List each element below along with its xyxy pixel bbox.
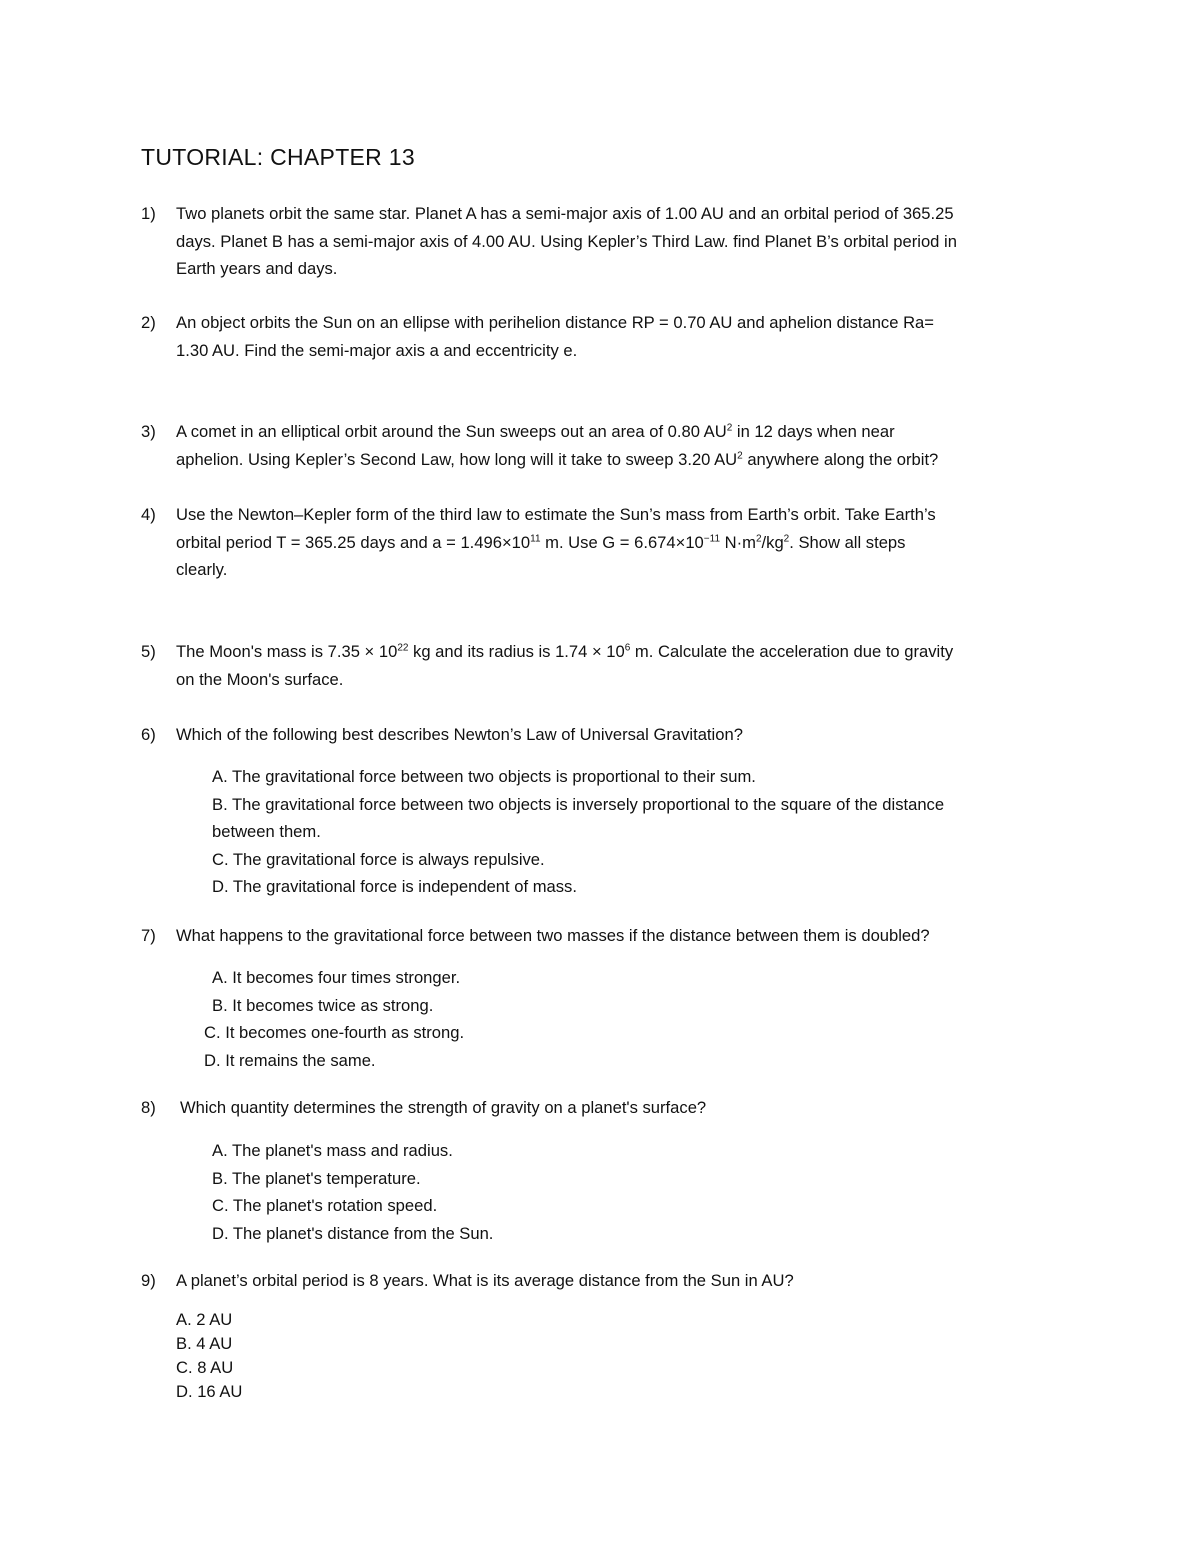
question-text — [176, 501, 1061, 584]
question-number: 8) — [141, 1098, 156, 1117]
option-a: A. 2 AU — [176, 1310, 233, 1329]
question-text — [176, 638, 1061, 693]
option-c: C. It becomes one-fourth as strong. — [204, 1023, 465, 1042]
question-number: 5) — [141, 642, 156, 661]
question-5 — [141, 638, 1061, 693]
option-b: B. The planet's temperature. — [212, 1168, 421, 1188]
question-text — [176, 309, 1061, 364]
question-line: A planet’s orbital period is 8 years. What is its average distance from the Sun in AU? — [176, 1271, 794, 1290]
question-number: 4) — [141, 505, 156, 524]
question-line: orbital period T = 365.25 days and $a = 1.496\times 10^{11}$ m. Use $G = 6.674\times 10^{-11}$ $N\cdot m^2/kg^2$. Show all steps — [176, 532, 906, 552]
question-text — [176, 721, 1061, 749]
question-number: 1) — [141, 204, 156, 223]
question-line: Which quantity determines the strength of gravity on a planet's surface? — [180, 1098, 707, 1117]
question-2 — [141, 309, 1061, 364]
question-line: days. Planet B has a semi-major axis of 4.00 AU. Using Kepler’s Third Law. find Planet B’s orbital period in — [176, 231, 957, 251]
option-d: D. The gravitational force is independent of mass. — [212, 877, 577, 896]
options-list — [176, 1308, 242, 1404]
question-line: Which of the following best describes Newton’s Law of Universal Gravitation? — [176, 725, 743, 744]
question-8 — [141, 1094, 1061, 1122]
question-number: 3) — [141, 422, 156, 441]
question-line: The Moon's mass is $7.35 \times 10^{22}$ kg and its radius is $1.74 \times 10^6$ m. Calculate the acceleration due to gravity — [176, 642, 954, 661]
question-line: A comet in an elliptical orbit around the Sun sweeps out an area of 0.80 $AU^2$ in 12 days when near — [176, 422, 895, 441]
question-line: on the Moon's surface. — [176, 669, 344, 689]
question-number: 2) — [141, 313, 156, 332]
options-list — [212, 1137, 493, 1247]
question-number: 7) — [141, 926, 156, 945]
question-line: What happens to the gravitational force between two masses if the distance between them is doubled? — [176, 926, 930, 945]
question-1 — [141, 200, 1061, 283]
option-a: A. The planet's mass and radius. — [212, 1141, 453, 1160]
question-7 — [141, 922, 1061, 950]
option-b: B. 4 AU — [176, 1334, 233, 1353]
question-text — [180, 1094, 1061, 1122]
option-d: D. 16 AU — [176, 1382, 243, 1401]
question-line: clearly. — [176, 560, 228, 579]
option-b: B. It becomes twice as strong. — [212, 995, 434, 1015]
options-list — [204, 964, 465, 1074]
option-d: D. The planet's distance from the Sun. — [212, 1223, 494, 1243]
option-c: C. 8 AU — [176, 1358, 234, 1377]
question-9 — [141, 1267, 1061, 1295]
question-number: 6) — [141, 725, 156, 744]
question-text — [176, 922, 1061, 950]
question-line: Earth years and days. — [176, 259, 338, 278]
question-line: Use the Newton–Kepler form of the third law to estimate the Sun’s mass from Earth’s orbit. Take Earth’s — [176, 505, 936, 524]
question-text — [176, 1267, 1061, 1295]
question-number: 9) — [141, 1271, 156, 1290]
option-d: D. It remains the same. — [204, 1050, 376, 1070]
question-text — [176, 418, 1061, 473]
question-text — [176, 200, 1061, 283]
options-list — [212, 763, 944, 901]
option-a: A. It becomes four times stronger. — [212, 968, 461, 987]
option-a: A. The gravitational force between two objects is proportional to their sum. — [212, 767, 756, 786]
question-4 — [141, 501, 1061, 584]
option-b-continued: between them. — [212, 822, 321, 841]
question-line: An object orbits the Sun on an ellipse with perihelion distance RP = 0.70 AU and aphelion distance Ra= — [176, 313, 934, 332]
option-c: C. The gravitational force is always repulsive. — [212, 849, 545, 869]
option-b: B. The gravitational force between two objects is inversely proportional to the square of the distance — [212, 794, 945, 814]
page-title: TUTORIAL: CHAPTER 13 — [141, 144, 415, 170]
question-line: Two planets orbit the same star. Planet A has a semi-major axis of 1.00 AU and an orbital period of 365.25 — [176, 204, 954, 223]
option-c: C. The planet's rotation speed. — [212, 1196, 438, 1215]
question-3 — [141, 418, 1061, 473]
question-line: 1.30 AU. Find the semi-major axis a and eccentricity e. — [176, 340, 578, 360]
question-6 — [141, 721, 1061, 749]
question-line: aphelion. Using Kepler’s Second Law, how long will it take to sweep 3.20 $AU^2$ anywhere along the orbit? — [176, 449, 939, 469]
